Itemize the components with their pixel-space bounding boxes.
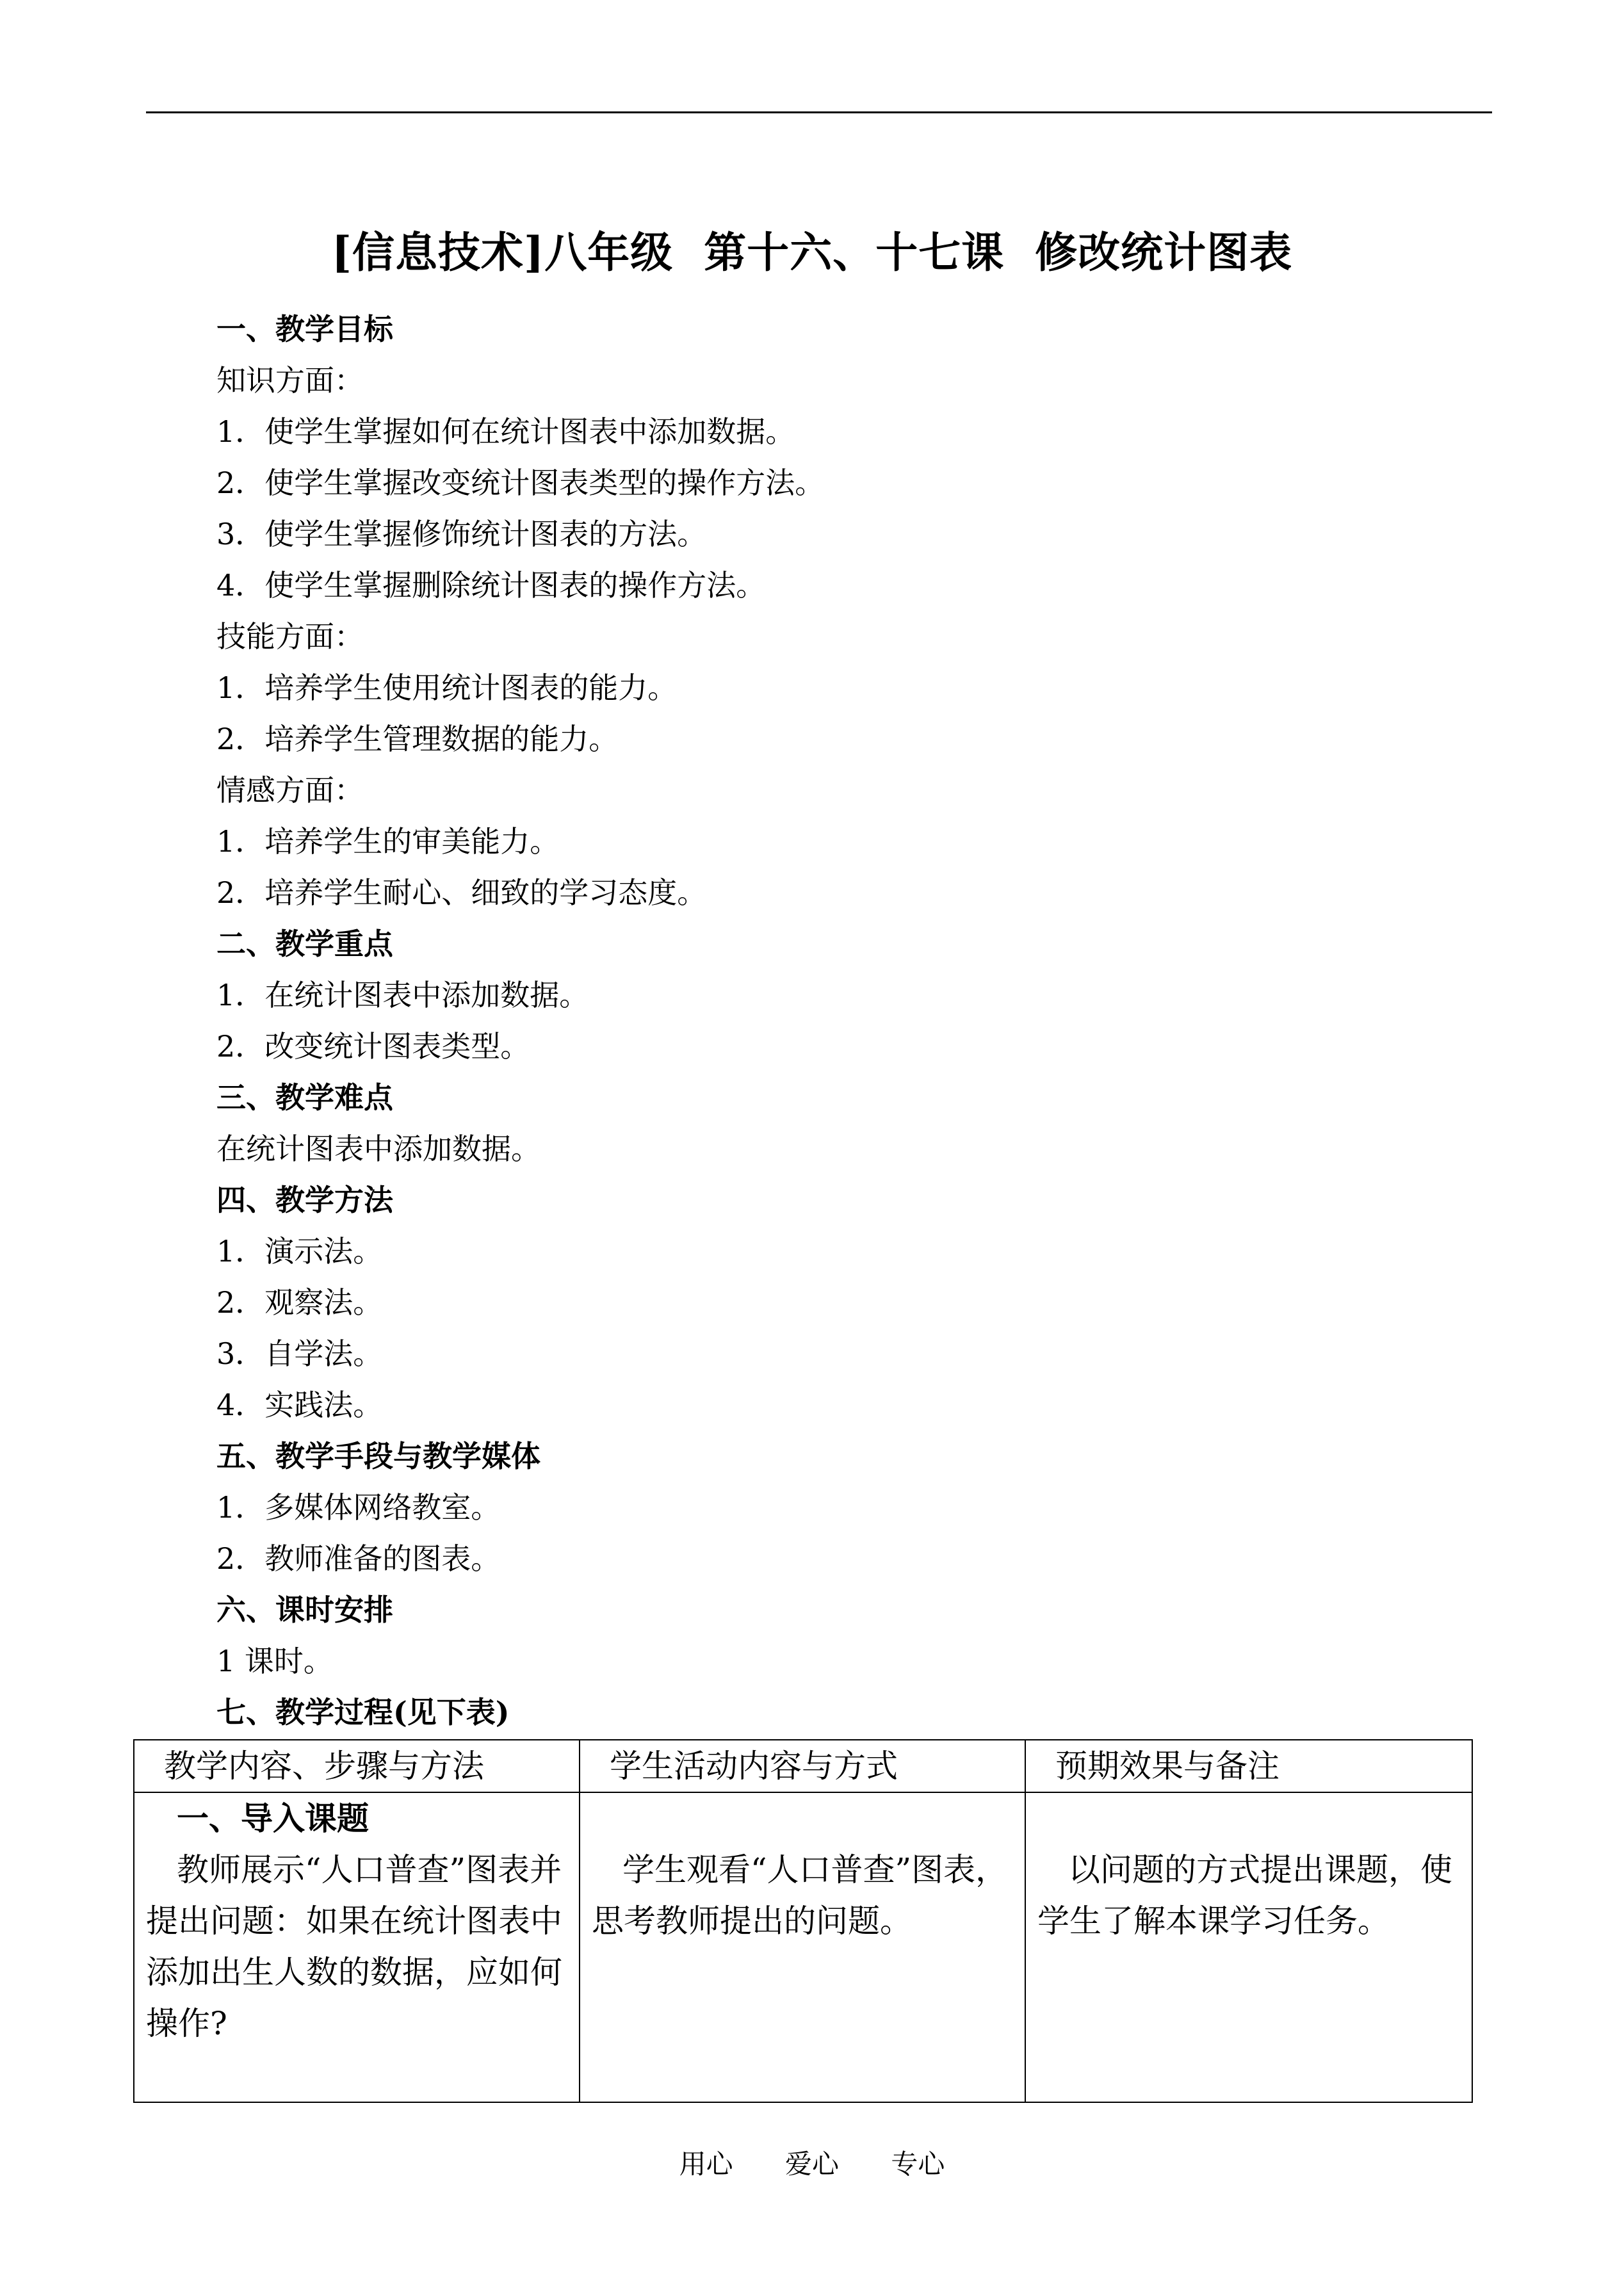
body-line: 2．观察法。 [216, 1285, 383, 1320]
header-rule [146, 111, 1492, 113]
body-line: 在统计图表中添加数据。 [216, 1131, 540, 1166]
section-heading: 二、教学重点 [216, 927, 393, 961]
teaching-process-table [133, 1739, 1473, 2103]
body-line: 知识方面： [216, 363, 364, 398]
body-line: 2．改变统计图表类型。 [216, 1029, 530, 1064]
section-heading: 六、课时安排 [216, 1593, 393, 1627]
document-title: [信息技术]八年级 第十六、十七课 修改统计图表 [331, 227, 1293, 277]
body-line: 1．多媒体网络教室。 [216, 1490, 501, 1525]
table-header-cell: 预期效果与备注 [1025, 1740, 1472, 1792]
body-line: 1．培养学生的审美能力。 [216, 824, 560, 859]
body-line: 4．使学生掌握删除统计图表的操作方法。 [216, 568, 766, 603]
body-line: 3．使学生掌握修饰统计图表的方法。 [216, 517, 707, 551]
table-cell-notes [1025, 1792, 1472, 2102]
section-heading: 三、教学难点 [216, 1080, 393, 1115]
table-header-row [134, 1740, 1472, 1792]
table-cell-teacher [134, 1792, 580, 2102]
cell-heading: 一、导入课题 [177, 1799, 369, 1837]
body-line: 2．教师准备的图表。 [216, 1541, 501, 1576]
body-line: 3．自学法。 [216, 1336, 383, 1371]
body-line: 1．培养学生使用统计图表的能力。 [216, 670, 678, 705]
footer-text: 用心 [679, 2148, 733, 2180]
table-header-cell: 学生活动内容与方式 [580, 1740, 1025, 1792]
body-line: 1．使学生掌握如何在统计图表中添加数据。 [216, 414, 795, 449]
section-heading: 四、教学方法 [216, 1183, 393, 1217]
lesson-plan-body [216, 304, 1433, 1738]
section-heading: 七、教学过程(见下表) [216, 1695, 510, 1730]
table-row [134, 1792, 1472, 2102]
body-line: 2．培养学生管理数据的能力。 [216, 722, 619, 756]
section-heading: 一、教学目标 [216, 312, 393, 346]
body-line: 技能方面： [216, 619, 364, 654]
footer-text: 专心 [891, 2148, 945, 2180]
body-line: 1．在统计图表中添加数据。 [216, 978, 589, 1012]
section-heading: 五、教学手段与教学媒体 [216, 1439, 540, 1473]
table-cell-student [580, 1792, 1025, 2102]
page-footer [0, 2145, 1624, 2184]
cell-text: 学生观看“人口普查”图表，思考教师提出的问题。 [592, 1851, 1008, 1940]
body-line: 情感方面： [216, 773, 364, 807]
cell-text: 以问题的方式提出课题，使学生了解本课学习任务。 [1037, 1851, 1452, 1940]
body-line: 1 课时。 [216, 1644, 333, 1678]
body-line: 2．培养学生耐心、细致的学习态度。 [216, 875, 707, 910]
cell-text: 教师展示“人口普查”图表并提出问题：如果在统计图表中添加出生人数的数据，应如何操作? [146, 1851, 562, 2042]
table-header-cell: 教学内容、步骤与方法 [134, 1740, 580, 1792]
body-line: 2．使学生掌握改变统计图表类型的操作方法。 [216, 466, 825, 500]
body-line: 1．演示法。 [216, 1234, 383, 1269]
body-line: 4．实践法。 [216, 1388, 383, 1422]
footer-text: 爱心 [784, 2148, 839, 2180]
